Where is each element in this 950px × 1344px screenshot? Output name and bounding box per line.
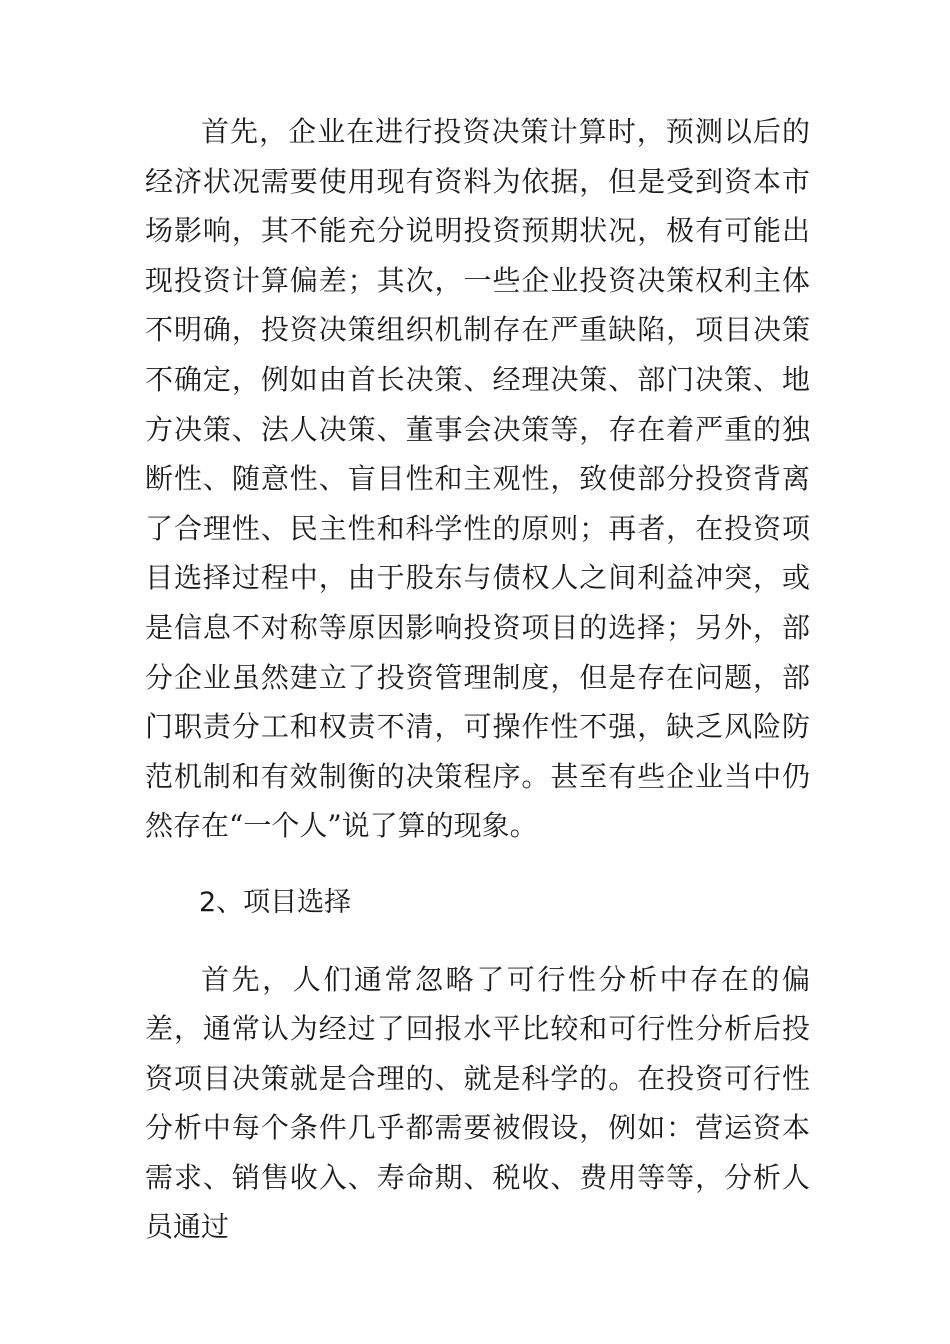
section-heading-project-selection: 2、项目选择 bbox=[199, 886, 352, 918]
document-body bbox=[145, 107, 810, 1252]
paragraph-investment-decision-problems: 首先，企业在进行投资决策计算时，预测以后的经济状况需要使用现有资料为依据，但是受到资本市场影响，其不能充分说明投资预期状况，极有可能出现投资计算偏差；其次，一些企业投资决策权利主体不明确，投资决策组织机制存在严重缺陷，项目决策不确定，例如由首长决策、经理决策、部门决策、地方决策、法人决策、董事会决策等，存在着严重的独断性、随意性、盲目性和主观性，致使部分投资背离了合理性、民主性和科学性的原则；再者，在投资项目选择过程中，由于股东与债权人之间利益冲突，或是信息不对称等原因影响投资项目的选择；另外，部分企业虽然建立了投资管理制度，但是存在问题，部门职责分工和权责不清，可操作性不强，缺乏风险防范机制和有效制衡的决策程序。甚至有些企业当中仍然存在“一个人”说了算的现象。 bbox=[145, 115, 810, 843]
paragraph-feasibility-analysis: 首先，人们通常忽略了可行性分析中存在的偏差，通常认为经过了回报水平比较和可行性分析后投资项目决策就是合理的、就是科学的。在投资可行性分析中每个条件几乎都需要被假设，例如：营运资本需求、销售收入、寿命期、税收、费用等等，分析人员通过 bbox=[145, 962, 810, 1244]
